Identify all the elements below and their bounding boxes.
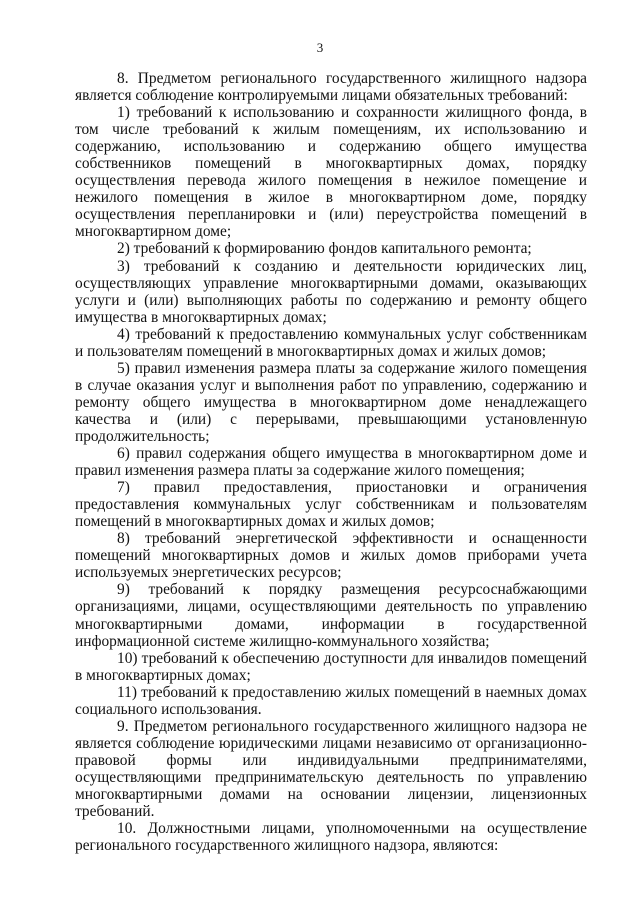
paragraph-8-item-7: 7) правил предоставления, приостановки и ограничения предоставления коммунальных услуг собственникам и пользователям помещений в многоквартирных домах и жилых домов; (75, 479, 587, 531)
paragraph-8-item-2: 2) требований к формированию фондов капитального ремонта; (117, 240, 532, 258)
paragraph-8-item-1: 1) требований к использованию и сохранности жилищного фонда, в том числе требований к жилым помещениям, их использованию и содержанию, использованию и содержанию общего имущества собственников помещений в многоквартирных домах, порядку осуществления перевода жилого помещения в нежилое помещение и нежилого помещения в жилое в многоквартирном доме, порядку осуществления перепланировки и (или) переустройства помещений в многоквартирном доме; (75, 104, 587, 241)
paragraph-8-item-8: 8) требований энергетической эффективности и оснащенности помещений многоквартирных домов и жилых домов приборами учета используемых энергетических ресурсов; (75, 530, 587, 582)
paragraph-8: 8. Предметом регионального государственного жилищного надзора является соблюдение контролируемыми лицами обязательных требований: (75, 70, 587, 105)
page-number: 3 (316, 40, 324, 55)
paragraph-8-item-3: 3) требований к созданию и деятельности юридических лиц, осуществляющих управление многоквартирными домами, оказывающих услуги и (или) выполняющих работы по содержанию и ремонту общего имущества в многоквартирных домах; (75, 257, 587, 326)
paragraph-8-item-9: 9) требований к порядку размещения ресурсоснабжающими организациями, лицами, осуществляющими деятельность по управлению многоквартирными домами, информации в государственной информационной системе жилищно-коммунального хозяйства; (75, 581, 587, 650)
paragraph-9: 9. Предметом регионального государственного жилищного надзора не является соблюдение юридическими лицами независимо от организационно-правовой формы или индивидуальными предпринимателями, осуществляющими предпринимательскую деятельность по управлению многоквартирными домами на основании лицензии, лицензионных требований. (75, 717, 587, 821)
paragraph-10: 10. Должностными лицами, уполномоченными на осуществление регионального государственного жилищного надзора, являются: (75, 820, 587, 855)
paragraph-8-item-11: 11) требований к предоставлению жилых помещений в наемных домах социального использования. (75, 683, 587, 718)
paragraph-8-item-10: 10) требований к обеспечению доступности для инвалидов помещений в многоквартирных домах; (75, 649, 587, 684)
paragraph-8-item-5: 5) правил изменения размера платы за содержание жилого помещения в случае оказания услуг и выполнения работ по управлению, содержанию и ремонту общего имущества в многоквартирном доме ненадлежащего качества и (или) с перерывами, превышающими установленную продолжительность; (75, 359, 587, 445)
paragraph-8-item-6: 6) правил содержания общего имущества в многоквартирном доме и правил изменения размера платы за содержание жилого помещения; (75, 445, 587, 480)
paragraph-8-item-4: 4) требований к предоставлению коммунальных услуг собственникам и пользователям помещений в многоквартирных домах и жилых домов; (75, 325, 587, 360)
document-body (75, 70, 587, 854)
